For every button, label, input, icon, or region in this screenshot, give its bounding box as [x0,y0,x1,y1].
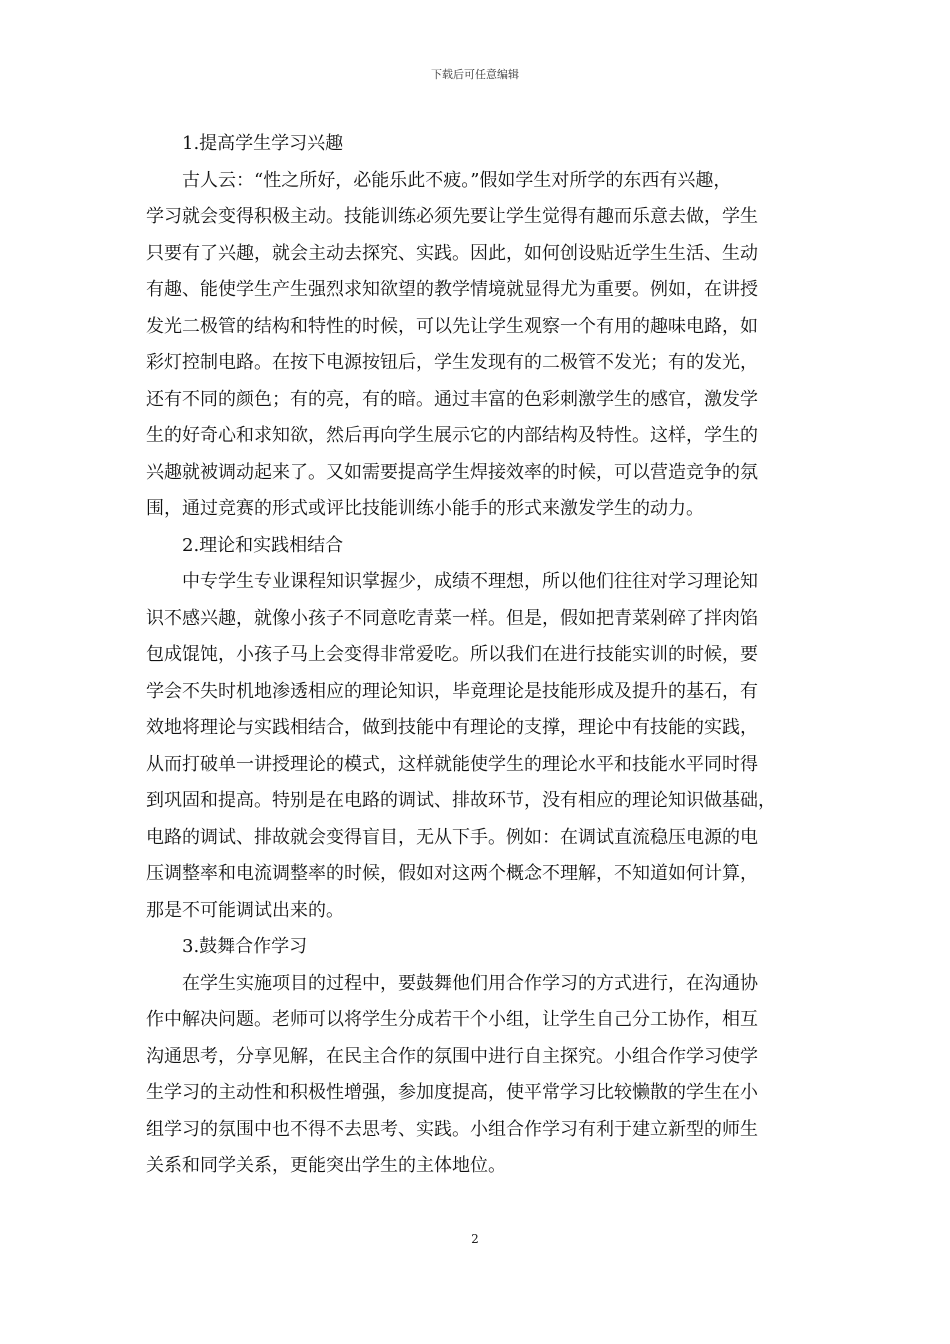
paragraph-line: 学会不失时机地渗透相应的理论知识，毕竟理论是技能形成及提升的基石，有 [146,680,758,702]
paragraph-line: 效地将理论与实践相结合，做到技能中有理论的支撑，理论中有技能的实践， [146,717,758,738]
page-header: 下载后可任意编辑 [431,68,519,81]
paragraph-line: 发光二极管的结构和特性的时候，可以先让学生观察一个有用的趣味电路，如 [146,315,758,337]
paragraph-line: 识不感兴趣，就像小孩子不同意吃青菜一样。但是，假如把青菜剁碎了拌肉馅 [146,607,758,629]
paragraph-line: 作中解决问题。老师可以将学生分成若干个小组，让学生自己分工协作，相互 [146,1009,758,1030]
section-heading: 3.鼓舞合作学习 [182,936,308,957]
section-3 [146,929,806,1185]
paragraph-line: 电路的调试、排故就会变得盲目，无从下手。例如：在调试直流稳压电源的电 [146,826,758,848]
paragraph-line: 生的好奇心和求知欲，然后再向学生展示它的内部结构及特性。这样，学生的 [146,425,758,446]
paragraph-line: 中专学生专业课程知识掌握少，成绩不理想，所以他们往往对学习理论知 [182,571,758,592]
paragraph-line: 那是不可能调试出来的。 [146,899,344,921]
paragraph-line: 学习就会变得积极主动。技能训练必须先要让学生觉得有趣而乐意去做，学生 [146,206,758,227]
paragraph-line: 到巩固和提高。特别是在电路的调试、排故环节，没有相应的理论知识做基础， [146,790,776,811]
paragraph-line: 有趣、能使学生产生强烈求知欲望的教学情境就显得尤为重要。例如，在讲授 [146,279,758,300]
paragraph-line: 只要有了兴趣，就会主动去探究、实践。因此，如何创设贴近学生生活、生动 [146,242,758,264]
page-number: 2 [471,1232,479,1246]
paragraph-line: 兴趣就被调动起来了。又如需要提高学生焊接效率的时候，可以营造竞争的氛 [146,461,758,483]
paragraph-line: 生学习的主动性和积极性增强，参加度提高，使平常学习比较懒散的学生在小 [146,1082,758,1103]
paragraph-line: 从而打破单一讲授理论的模式，这样就能使学生的理论水平和技能水平同时得 [146,753,758,775]
paragraph-line: 沟通思考，分享见解，在民主合作的氛围中进行自主探究。小组合作学习使学 [146,1045,758,1067]
paragraph-line: 关系和同学关系，更能突出学生的主体地位。 [146,1155,506,1176]
paragraph-line: 在学生实施项目的过程中，要鼓舞他们用合作学习的方式进行，在沟通协 [182,972,758,994]
section-heading: 1.提高学生学习兴趣 [182,133,344,154]
paragraph-line: 古人云：“性之所好，必能乐此不疲。”假如学生对所学的东西有兴趣， [182,169,732,191]
document-body [146,126,806,1185]
paragraph-line: 包成馄饨，小孩子马上会变得非常爱吃。所以我们在进行技能实训的时候，要 [146,644,758,665]
paragraph-line: 还有不同的颜色；有的亮，有的暗。通过丰富的色彩刺激学生的感官，激发学 [146,388,758,410]
section-1 [146,126,806,528]
section-heading: 2.理论和实践相结合 [182,534,344,556]
paragraph-line: 彩灯控制电路。在按下电源按钮后，学生发现有的二极管不发光；有的发光， [146,352,758,373]
paragraph-line: 组学习的氛围中也不得不去思考、实践。小组合作学习有利于建立新型的师生 [146,1118,758,1140]
paragraph-line: 围，通过竞赛的形式或评比技能训练小能手的形式来激发学生的动力。 [146,498,704,519]
section-2 [146,528,806,930]
paragraph-line: 压调整率和电流调整率的时候，假如对这两个概念不理解，不知道如何计算， [146,863,758,884]
